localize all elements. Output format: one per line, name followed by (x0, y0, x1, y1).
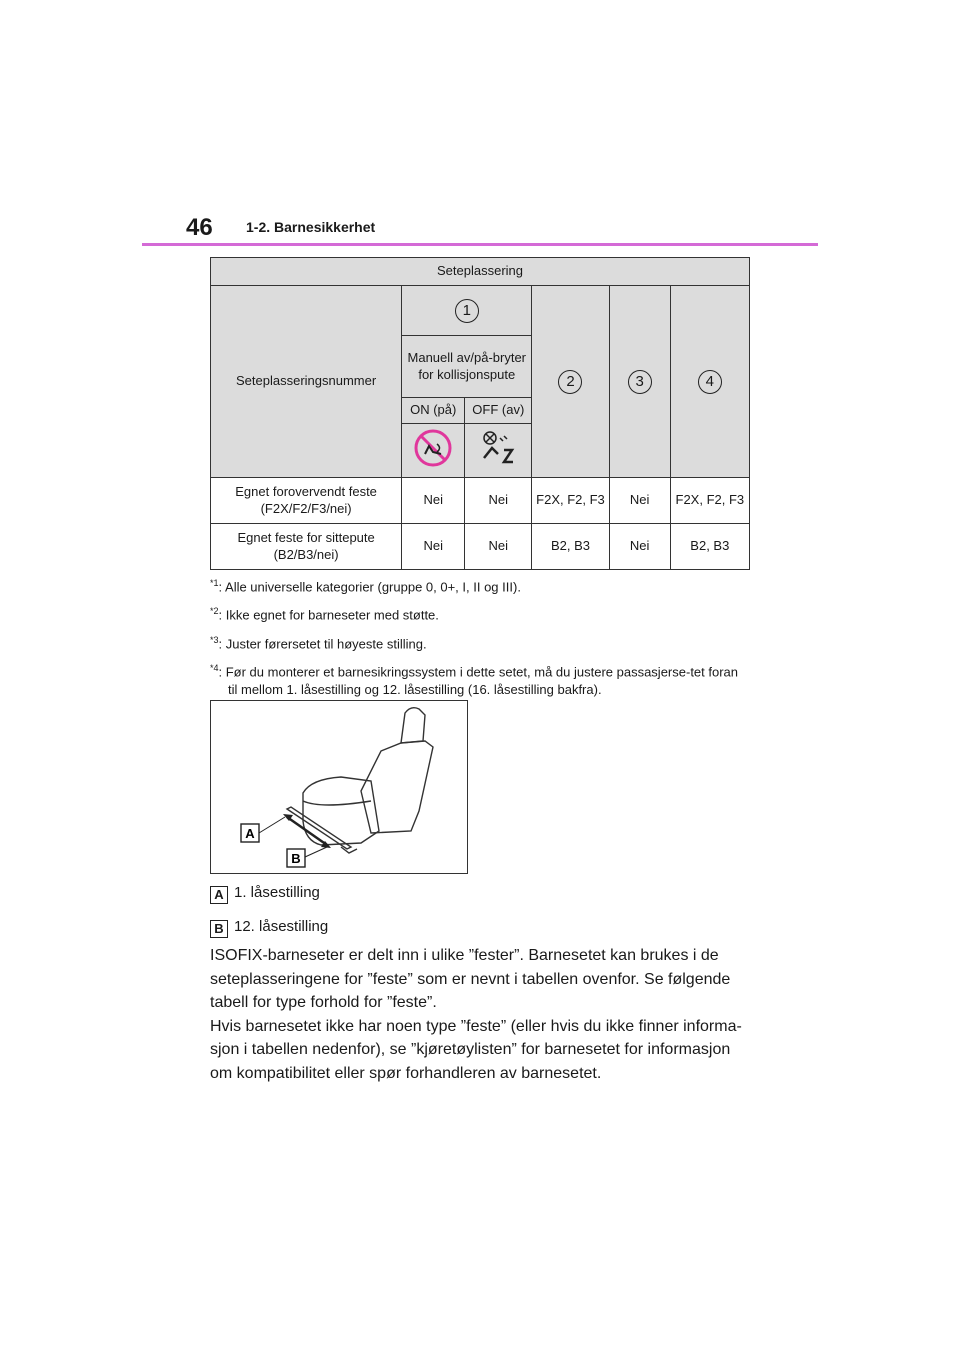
legend-key-b: B (210, 920, 228, 938)
seat-2-cell (532, 286, 609, 478)
footnote: $^{*3}$: Juster førersetet til høyeste stilling. (210, 634, 427, 651)
seat-number-4: 4 (698, 370, 722, 394)
table-cell: Nei (465, 478, 532, 524)
seat-1-cell (402, 286, 532, 336)
table-cell: Nei (402, 524, 465, 570)
header-rule (142, 243, 818, 246)
legend-item-b (210, 918, 328, 938)
table-cell: Nei (609, 478, 670, 524)
table-cell: B2, B3 (532, 524, 609, 570)
seat-position-table (210, 257, 750, 570)
paragraph-2: Hvis barnesetet ikke har noen type ”feste” (eller hvis du ikke finner informa-sjon i tabellen nedenfor), se ”kjøretøylisten” for barnesetet for informasjon om kompatibilitet eller spør forhandleren av barnesetet. (210, 1017, 742, 1082)
table-cell: Nei (402, 478, 465, 524)
seat-number-1: 1 (455, 299, 479, 323)
seat-3-cell (609, 286, 670, 478)
table-caption: Seteplassering (211, 258, 750, 286)
page-number: 46 (186, 214, 213, 241)
legend-key-a: A (210, 886, 228, 904)
seat-number-2: 2 (558, 370, 582, 394)
table-cell: Nei (465, 524, 532, 570)
table-cell: F2X, F2, F3 (670, 478, 749, 524)
row-label-booster: Egnet feste for sittepute (B2/B3/nei) (211, 524, 402, 570)
section-title: 1-2. Barnesikkerhet (246, 219, 376, 235)
table-cell: Nei (609, 524, 670, 570)
footnote: $^{*4}$: Før du monterer et barnesikringssystem i dette setet, må du justere passasjerse-tet foran til mellom 1. låsestilling og 12. låsestilling (16. låsestilling bakfra). (210, 662, 739, 698)
legend-text-b: 12. låsestilling (234, 918, 329, 935)
figure-label-b: B (291, 851, 301, 866)
legend-item-a (210, 884, 320, 904)
table-cell: F2X, F2, F3 (532, 478, 609, 524)
body-text (210, 944, 755, 1085)
footnote: $^{*2}$: Ikke egnet for barneseter med støtte. (210, 606, 439, 623)
footnotes (210, 574, 750, 705)
row-header-label: Seteplasseringsnummer (211, 286, 402, 478)
airbag-off-prohibited-icon (402, 424, 465, 478)
airbag-deploy-icon (465, 424, 532, 478)
switch-state-on: ON (på) (402, 398, 465, 424)
seat-illustration (210, 700, 468, 874)
seat-number-3: 3 (628, 370, 652, 394)
table-cell: B2, B3 (670, 524, 749, 570)
legend-text-a: 1. låsestilling (234, 884, 320, 901)
switch-state-off: OFF (av) (465, 398, 532, 424)
figure-label-a: A (245, 826, 255, 841)
footnote: $^{*1}$: Alle universelle kategorier (gruppe 0, 0+, I, II og III). (210, 578, 521, 595)
seat-4-cell (670, 286, 749, 478)
row-label-forward-facing: Egnet forovervendt feste (F2X/F2/F3/nei) (211, 478, 402, 524)
paragraph-1: ISOFIX-barneseter er delt inn i ulike ”fester”. Barnesetet kan brukes i de seteplasseringene for ”feste” som er nevnt i tabellen ovenfor. Se følgende tabell for type forhold for ”feste”. (210, 947, 731, 1011)
airbag-switch-label: Manuell av/på-bryter for kollisjonspute (402, 336, 532, 398)
